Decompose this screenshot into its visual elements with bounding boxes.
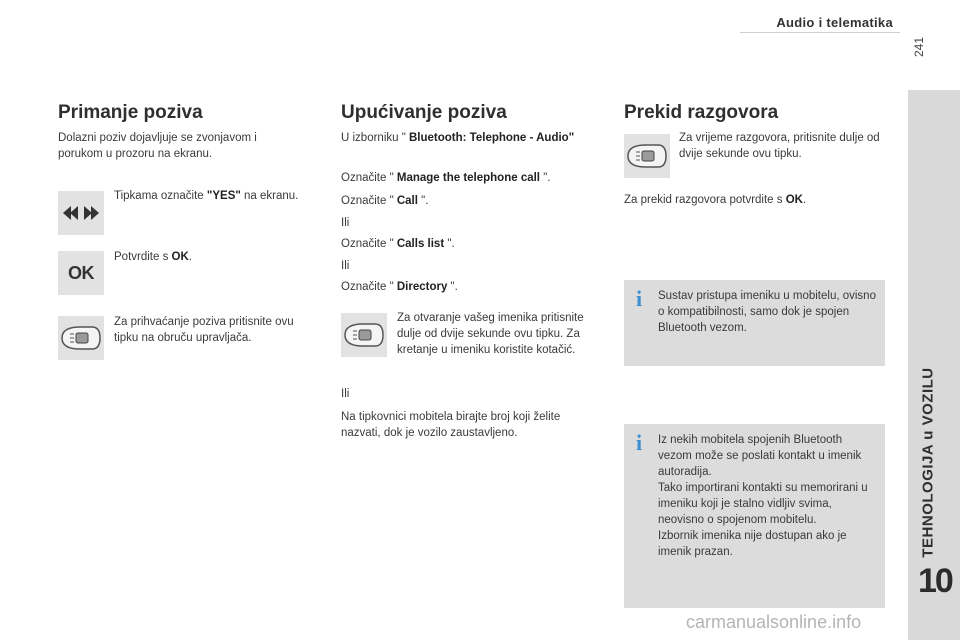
select-yes-step bbox=[114, 188, 314, 204]
end-call-hold-note: Za vrijeme razgovora, pritisnite dulje od dvije sekunde ovu tipku. bbox=[679, 132, 880, 160]
steering-wheel-button-icon-2 bbox=[341, 313, 387, 357]
menu-path-bold: Bluetooth: Telephone - Audio" bbox=[409, 132, 575, 144]
watermark: carmanualsonline.info bbox=[686, 612, 862, 632]
or-text-3: Ili bbox=[341, 388, 350, 400]
or-text-2: Ili bbox=[341, 260, 350, 272]
keypad-dial-note: Na tipkovnici mobitela birajte broj koji želite nazvati, dok je vozilo zaustavljeno. bbox=[341, 411, 561, 439]
make-call-heading: Upućivanje poziva bbox=[341, 102, 507, 123]
menu-path-line bbox=[341, 130, 611, 146]
phone-stalk-icon bbox=[626, 141, 668, 171]
select-calls-list-post: ". bbox=[444, 238, 455, 250]
info-box-phonebook-access bbox=[624, 280, 885, 366]
select-directory-post: ". bbox=[447, 281, 458, 293]
select-directory-bold: Directory bbox=[396, 281, 448, 293]
phone-stalk-icon bbox=[60, 323, 102, 353]
select-yes-pre: Tipkama označite bbox=[114, 190, 207, 202]
info-box-2-line-3: Izbornik imenika nije dostupan ako je imenik prazan. bbox=[658, 530, 847, 558]
menu-path-pre: U izborniku " bbox=[341, 132, 409, 144]
select-call-bold: Call bbox=[396, 195, 418, 207]
confirm-ok-bold: OK bbox=[171, 251, 189, 263]
header-title: Audio i telematika bbox=[776, 15, 893, 30]
end-call-confirm-line bbox=[624, 192, 894, 208]
select-calls-list-line bbox=[341, 236, 611, 252]
receive-call-heading: Primanje poziva bbox=[58, 102, 203, 123]
directory-long-press-note: Za otvaranje vašeg imenika pritisnite dulje od dvije sekunde ovu tipku. Za kretanje u imeniku koristite kotačić. bbox=[397, 312, 584, 356]
select-manage-pre: Označite " bbox=[341, 172, 397, 184]
ok-button-icon bbox=[58, 251, 104, 295]
select-manage-bold: Manage the telephone call bbox=[396, 172, 541, 184]
steering-wheel-button-icon-1 bbox=[58, 316, 104, 360]
info-box-text-2 bbox=[658, 432, 878, 560]
select-calls-list-pre: Označite " bbox=[341, 238, 397, 250]
confirm-ok-pre: Potvrdite s bbox=[114, 251, 172, 263]
info-box-contact-import bbox=[624, 424, 885, 608]
info-box-2-line-1: Iz nekih mobitela spojenih Bluetooth vezom može se poslati kontakt u imenik autoradija. bbox=[658, 434, 862, 478]
chapter-number: 10 bbox=[918, 562, 952, 600]
select-directory-pre: Označite " bbox=[341, 281, 397, 293]
select-call-pre: Označite " bbox=[341, 195, 397, 207]
end-call-confirm-bold: OK bbox=[785, 194, 803, 206]
end-call-confirm-pre: Za prekid razgovora potvrdite s bbox=[624, 194, 786, 206]
info-icon: i bbox=[636, 430, 643, 455]
answer-call-step: Za prihvaćanje poziva pritisnite ovu tipku na obruču upravljača. bbox=[114, 316, 294, 344]
info-box-text-1: Sustav pristupa imeniku u mobitelu, ovisno o kompatibilnosti, samo dok je spojen Bluetooth vezom. bbox=[658, 290, 876, 334]
receive-call-intro: Dolazni poziv dojavljuje se zvonjavom i porukom u prozoru na ekranu. bbox=[58, 132, 257, 160]
confirm-ok-step bbox=[114, 249, 314, 265]
seek-buttons-icon bbox=[58, 191, 104, 235]
select-manage-post: ". bbox=[540, 172, 551, 184]
select-manage-line bbox=[341, 170, 611, 186]
select-directory-line bbox=[341, 279, 611, 295]
ok-icon-label: OK bbox=[68, 262, 94, 283]
end-call-confirm-post: . bbox=[802, 194, 807, 206]
chapter-section-title: TEHNOLOGIJA u VOZILU bbox=[919, 367, 937, 558]
header-rule bbox=[740, 32, 900, 33]
info-icon: i bbox=[636, 286, 643, 311]
select-calls-list-bold: Calls list bbox=[396, 238, 445, 250]
confirm-ok-post: . bbox=[188, 251, 192, 263]
or-text-1: Ili bbox=[341, 217, 350, 229]
end-call-heading: Prekid razgovora bbox=[624, 102, 779, 123]
select-call-line bbox=[341, 193, 611, 209]
select-call-post: ". bbox=[417, 195, 429, 207]
prev-next-icon bbox=[61, 203, 101, 223]
select-yes-bold: "YES" bbox=[206, 190, 241, 202]
steering-wheel-button-icon-3 bbox=[624, 134, 670, 178]
select-yes-post: na ekranu. bbox=[240, 190, 299, 202]
info-box-2-line-2: Tako importirani kontakti su memorirani u imeniku koji je stalno vidljiv svima, neovisno o spojenom mobitelu. bbox=[658, 482, 868, 526]
page-number: 241 bbox=[912, 36, 926, 58]
phone-stalk-icon bbox=[343, 320, 385, 350]
